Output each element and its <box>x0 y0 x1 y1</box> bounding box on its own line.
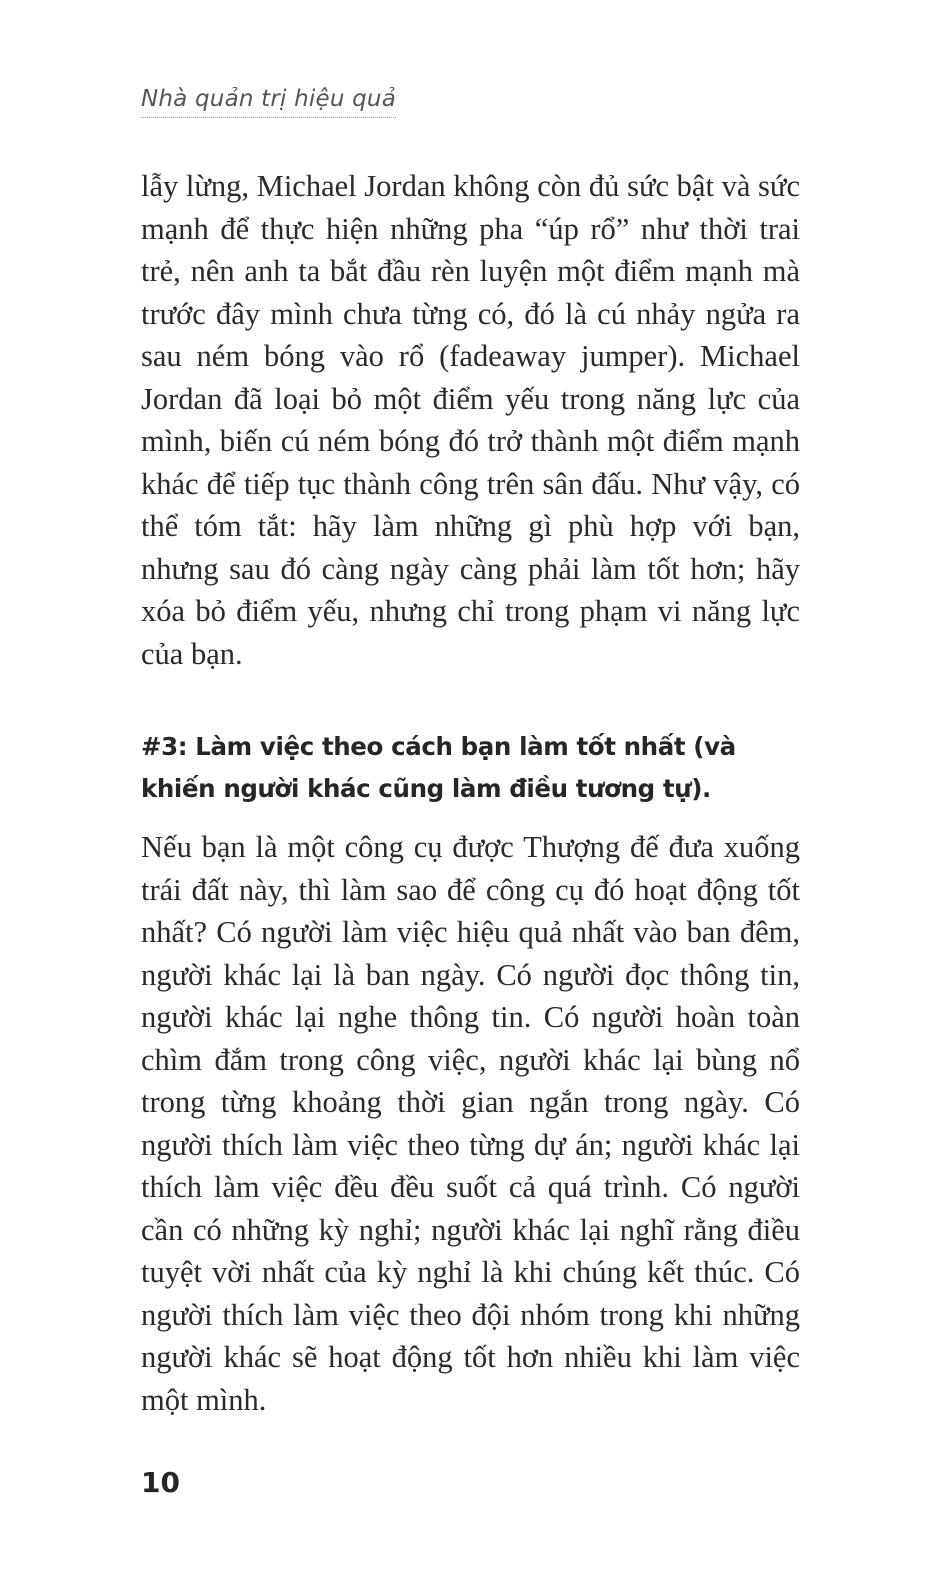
page-number: 10 <box>141 1466 180 1499</box>
section-heading: #3: Làm việc theo cách bạn làm tốt nhất (và khiến người khác cũng làm điều tương tự). <box>141 732 736 803</box>
running-header: Nhà quản trị hiệu quả <box>141 86 396 118</box>
body-paragraph-2: Nếu bạn là một công cụ được Thượng đế đưa xuống trái đất này, thì làm sao để công cụ đó hoạt động tốt nhất? Có người làm việc hiệu quả nhất vào ban đêm, người khác lại là ban ngày. Có người đọc thông tin, người khác lại nghe thông tin. Có người hoàn toàn chìm đắm trong công việc, người khác lại bùng nổ trong từng khoảng thời gian ngắn trong ngày. Có người thích làm việc theo từng dự án; người khác lại thích làm việc đều đều suốt cả quá trình. Có người cần có những kỳ nghỉ; người khác lại nghĩ rằng điều tuyệt vời nhất của kỳ nghỉ là khi chúng kết thúc. Có người thích làm việc theo đội nhóm trong khi những người khác sẽ hoạt động tốt hơn nhiều khi làm việc một mình. <box>141 830 800 1417</box>
body-paragraph-1: lẫy lừng, Michael Jordan không còn đủ sức bật và sức mạnh để thực hiện những pha “úp rổ” như thời trai trẻ, nên anh ta bắt đầu rèn luyện một điểm mạnh mà trước đây mình chưa từng có, đó là cú nhảy ngửa ra sau ném bóng vào rổ (fadeaway jumper). Michael Jordan đã loại bỏ một điểm yếu trong năng lực của mình, biến cú ném bóng đó trở thành một điểm mạnh khác để tiếp tục thành công trên sân đấu. Như vậy, có thể tóm tắt: hãy làm những gì phù hợp với bạn, nhưng sau đó càng ngày càng phải làm tốt hơn; hãy xóa bỏ điểm yếu, nhưng chỉ trong phạm vi năng lực của bạn. <box>141 169 800 671</box>
